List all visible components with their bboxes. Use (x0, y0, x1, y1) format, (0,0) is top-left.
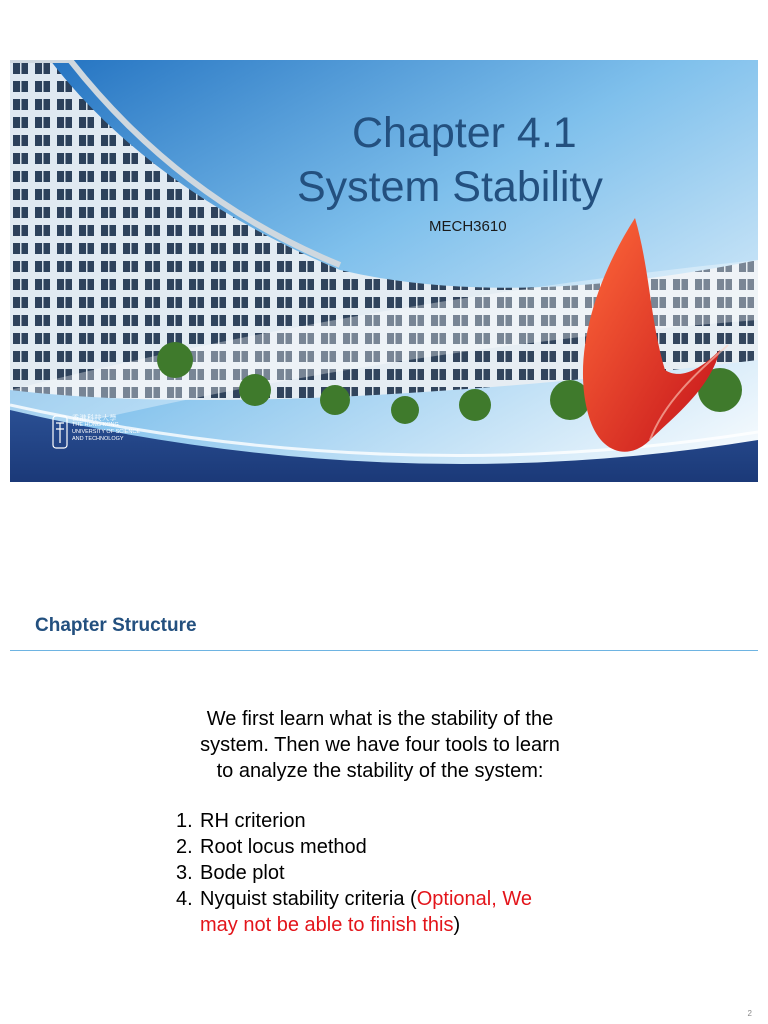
list-item (176, 834, 596, 860)
title-slide (10, 60, 758, 482)
optional-note: Optional, We (416, 888, 532, 910)
university-logo (52, 413, 172, 453)
list-number: 1. (176, 810, 193, 832)
slide-title-line2: System Stability (297, 163, 603, 211)
optional-note-cont: may not be able to finish this (200, 914, 454, 936)
topic-list (176, 808, 596, 938)
list-text: Root locus method (200, 836, 367, 858)
logo-english-line3: AND TECHNOLOGY (72, 436, 124, 442)
list-item (176, 886, 596, 938)
list-number: 3. (176, 862, 193, 884)
heading-divider (10, 650, 758, 651)
logo-chinese-name: 香港科技大學 (72, 415, 117, 422)
intro-line: system. Then we have four tools to learn (200, 734, 560, 756)
intro-line: to analyze the stability of the system: (216, 760, 544, 782)
list-text: RH criterion (200, 810, 306, 832)
list-number: 4. (176, 888, 193, 910)
list-text-main: Nyquist stability criteria ( (200, 888, 417, 910)
list-text-close: ) (453, 914, 461, 936)
list-text (200, 886, 532, 938)
list-item (176, 860, 596, 886)
intro-paragraph (160, 706, 600, 784)
logo-english-line2: UNIVERSITY OF SCIENCE (72, 429, 141, 435)
logo-english-line1: THE HONG KONG (72, 422, 119, 428)
university-crest-icon (52, 415, 68, 449)
section-heading: Chapter Structure (35, 615, 197, 636)
intro-line: We first learn what is the stability of the (206, 708, 554, 730)
course-code: MECH3610 (429, 218, 507, 235)
page-number: 2 (747, 1009, 752, 1018)
list-text: Bode plot (200, 862, 285, 884)
list-number: 2. (176, 836, 193, 858)
slide-title-line1: Chapter 4.1 (352, 109, 577, 157)
list-item (176, 808, 596, 834)
